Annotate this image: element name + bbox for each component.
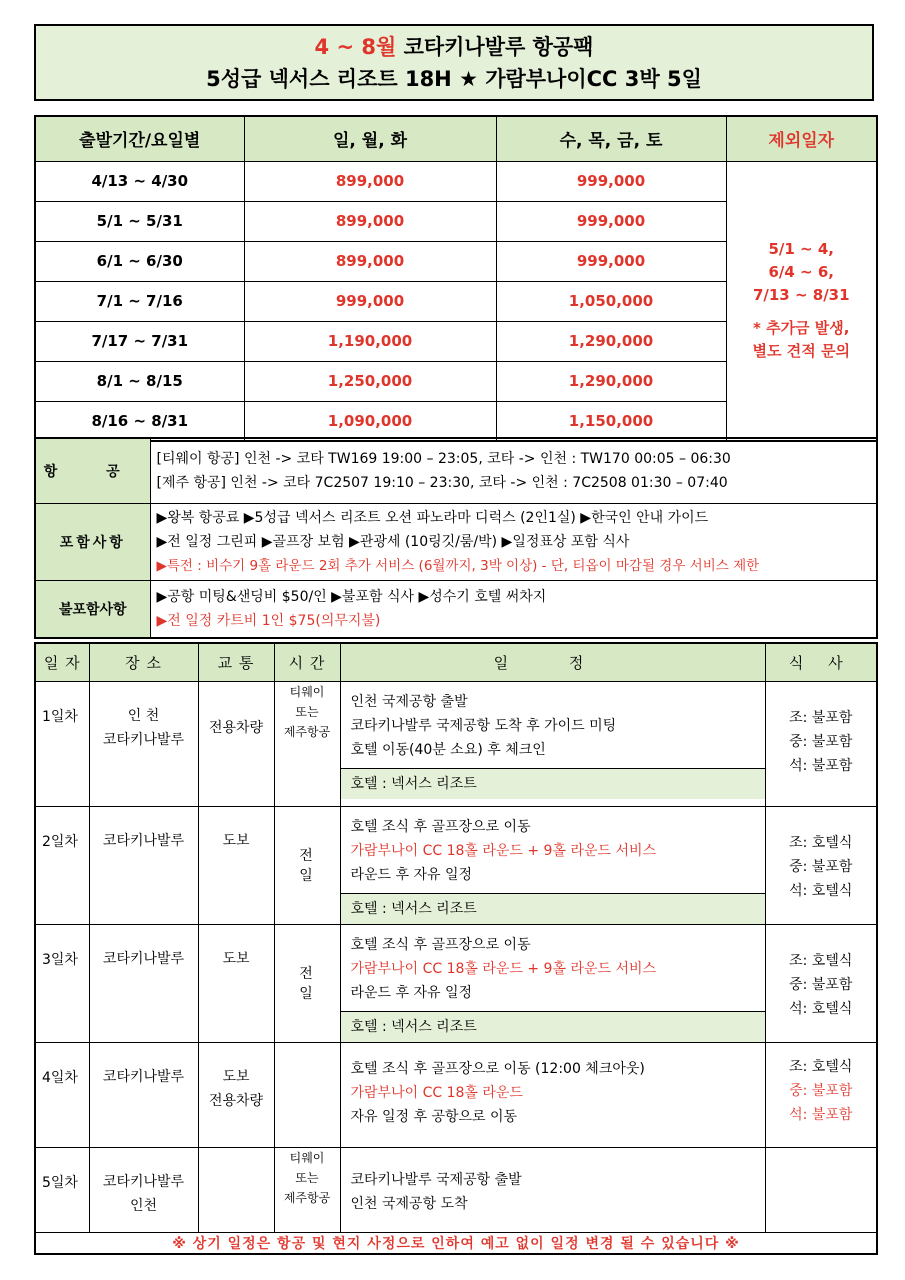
schedule-lines — [341, 1043, 765, 1135]
day-cell: 3일차 — [35, 924, 89, 1042]
meal-line: 중: 불포함 — [789, 976, 853, 993]
time-line: 또는 — [295, 1170, 319, 1185]
place-line: 코타키나발루 — [102, 1068, 185, 1085]
meal-line: 조: 호텔식 — [789, 952, 853, 969]
day-cell: 2일차 — [35, 806, 89, 924]
schedule-lines — [341, 1148, 765, 1222]
weekend-price: 1,150,000 — [496, 401, 726, 441]
itinerary-row — [35, 1147, 877, 1232]
itinerary-header-row — [35, 643, 877, 681]
exclude-info — [150, 580, 877, 638]
itinerary-table — [34, 642, 878, 1255]
itinerary-row — [35, 1042, 877, 1147]
weekend-price: 1,290,000 — [496, 321, 726, 361]
weekday-price: 1,090,000 — [244, 401, 496, 441]
schedule-cell — [340, 806, 765, 924]
meal-line: 중: 불포함 — [789, 1082, 853, 1099]
time-line: 제주항공 — [283, 1190, 331, 1205]
time-line: 제주항공 — [283, 724, 331, 739]
itinerary-row — [35, 806, 877, 924]
time-cell — [274, 924, 340, 1042]
schedule-line: 호텔 조식 후 골프장으로 이동 — [350, 936, 531, 953]
schedule-line: 가람부나이 CC 18홀 라운드 + 9홀 라운드 서비스 — [350, 842, 657, 859]
meal-line: 조: 호텔식 — [789, 834, 853, 851]
transport-cell — [198, 1042, 274, 1147]
transport-line: 전용차량 — [208, 719, 264, 736]
exclude-cart: ▶전 일정 카트비 1인 $75(의무지불) — [156, 612, 381, 629]
meals-cell — [765, 924, 877, 1042]
excluded-line: 6/4 ~ 6, — [768, 263, 834, 282]
period-cell: 8/16 ~ 8/31 — [35, 401, 244, 441]
schedule-line: 호텔 이동(40분 소요) 후 체크인 — [350, 741, 546, 758]
meal-line: 조: 호텔식 — [789, 1058, 853, 1075]
weekend-price: 1,050,000 — [496, 281, 726, 321]
itinerary-row — [35, 924, 877, 1042]
header-schedule: 일 정 — [340, 643, 765, 681]
meal-line: 중: 불포함 — [789, 733, 853, 750]
transport-line: 전용차량 — [208, 1092, 264, 1109]
time-line: 전 일 — [299, 848, 323, 884]
include-row — [35, 503, 877, 580]
period-cell: 8/1 ~ 8/15 — [35, 361, 244, 401]
weekday-price: 999,000 — [244, 281, 496, 321]
weekday-price: 899,000 — [244, 161, 496, 201]
price-header-row — [35, 116, 877, 161]
header-weekday: 일, 월, 화 — [244, 116, 496, 161]
transport-cell — [198, 681, 274, 806]
include-label: 포함사항 — [35, 503, 150, 580]
weekday-price: 899,000 — [244, 201, 496, 241]
schedule-lines — [341, 682, 765, 768]
weekday-price: 1,190,000 — [244, 321, 496, 361]
price-table — [34, 115, 878, 442]
itinerary-row — [35, 681, 877, 806]
header-place: 장 소 — [89, 643, 198, 681]
weekday-price: 899,000 — [244, 241, 496, 281]
place-cell — [89, 924, 198, 1042]
flight-info — [150, 438, 877, 503]
header-transport: 교 통 — [198, 643, 274, 681]
meal-line: 중: 불포함 — [789, 858, 853, 875]
itinerary-body — [35, 681, 877, 1232]
place-cell — [89, 1147, 198, 1232]
schedule-lines — [341, 925, 765, 1011]
time-line: 전 일 — [299, 966, 323, 1002]
meals-cell — [765, 681, 877, 806]
period-cell: 5/1 ~ 5/31 — [35, 201, 244, 241]
meal-line: 석: 호텔식 — [789, 1000, 853, 1017]
schedule-line: 코타키나발루 국제공항 출발 — [350, 1171, 522, 1188]
schedule-cell — [340, 1042, 765, 1147]
excluded-line: 7/13 ~ 8/31 — [752, 286, 850, 305]
title-line-1 — [315, 31, 594, 63]
price-row — [35, 161, 877, 201]
header-weekend: 수, 목, 금, 토 — [496, 116, 726, 161]
transport-cell — [198, 924, 274, 1042]
exclude-line-1: ▶공항 미팅&샌딩비 $50/인 ▶불포함 식사 ▶성수기 호텔 써차지 — [156, 588, 547, 605]
flight-line-jeju: [제주 항공] 인천 -> 코타 7C2507 19:10 – 23:30, 코타 -> 인천 : 7C2508 01:30 – 07:40 — [156, 474, 728, 491]
period-cell: 4/13 ~ 4/30 — [35, 161, 244, 201]
day-cell: 5일차 — [35, 1147, 89, 1232]
excluded-line: * 추가금 발생, — [753, 319, 850, 338]
place-line: 코타키나발루 — [102, 832, 185, 849]
include-line-2: ▶전 일정 그린피 ▶골프장 보험 ▶관광세 (10링깃/룸/박) ▶일정표상 포함 식사 — [156, 533, 630, 550]
notice: ※ 상기 일정은 항공 및 현지 사정으로 인하여 예고 없이 일정 변경 될 수 있습니다 ※ — [35, 1232, 877, 1254]
header-meals: 식 사 — [765, 643, 877, 681]
place-line: 인 천 — [127, 707, 160, 724]
schedule-line: 라운드 후 자유 일정 — [350, 984, 473, 1001]
schedule-line: 자유 일정 후 공항으로 이동 — [350, 1108, 518, 1125]
transport-cell — [198, 806, 274, 924]
period-cell: 7/17 ~ 7/31 — [35, 321, 244, 361]
meals-cell — [765, 806, 877, 924]
place-line: 코타키나발루 — [102, 1173, 185, 1190]
exclude-row — [35, 580, 877, 638]
flight-label: 항 공 — [35, 438, 150, 503]
header-time: 시 간 — [274, 643, 340, 681]
include-line-1: ▶왕복 항공료 ▶5성급 넥서스 리조트 오션 파노라마 디럭스 (2인1실) ▶한국인 안내 가이드 — [156, 509, 709, 526]
period-cell: 6/1 ~ 6/30 — [35, 241, 244, 281]
meal-line: 조: 불포함 — [789, 709, 853, 726]
price-body — [35, 161, 877, 441]
weekend-price: 999,000 — [496, 161, 726, 201]
hotel-line: 호텔 : 넥서스 리조트 — [341, 1011, 765, 1042]
title-product: 코타키나발루 항공팩 — [396, 34, 594, 59]
hotel-line: 호텔 : 넥서스 리조트 — [341, 768, 765, 799]
time-cell — [274, 681, 340, 806]
include-benefit: ▶특전 : 비수기 9홀 라운드 2회 추가 서비스 (6월까지, 3박 이상) - 단, 티옵이 마감될 경우 서비스 제한 — [156, 557, 760, 574]
period-cell: 7/1 ~ 7/16 — [35, 281, 244, 321]
place-cell — [89, 1042, 198, 1147]
place-line: 인천 — [129, 1197, 158, 1214]
place-line: 코타키나발루 — [102, 950, 185, 967]
weekday-price: 1,250,000 — [244, 361, 496, 401]
header-day: 일 자 — [35, 643, 89, 681]
title-line-2: 5성급 넥서스 리조트 18H ★ 가람부나이CC 3박 5일 — [206, 66, 702, 91]
meals-cell — [765, 1147, 877, 1232]
transport-line: 도보 — [222, 950, 250, 967]
title-box — [34, 24, 874, 101]
schedule-cell — [340, 681, 765, 806]
place-cell — [89, 681, 198, 806]
header-excluded: 제외일자 — [726, 116, 877, 161]
excluded-dates — [726, 161, 877, 441]
transport-line: 도보 — [222, 832, 250, 849]
schedule-cell — [340, 1147, 765, 1232]
weekend-price: 999,000 — [496, 201, 726, 241]
schedule-lines — [341, 807, 765, 893]
schedule-cell — [340, 924, 765, 1042]
flight-row — [35, 438, 877, 503]
day-cell: 1일차 — [35, 681, 89, 806]
schedule-line: 인천 국제공항 출발 — [350, 693, 468, 710]
schedule-line: 호텔 조식 후 골프장으로 이동 (12:00 체크아웃) — [350, 1060, 645, 1077]
schedule-line: 호텔 조식 후 골프장으로 이동 — [350, 818, 531, 835]
place-line: 코타키나발루 — [102, 731, 185, 748]
excluded-line: 5/1 ~ 4, — [768, 240, 834, 259]
schedule-line: 코타키나발루 국제공항 도착 후 가이드 미팅 — [350, 717, 617, 734]
title-months: 4 ~ 8월 — [314, 34, 397, 59]
weekend-price: 1,290,000 — [496, 361, 726, 401]
schedule-line: 가람부나이 CC 18홀 라운드 + 9홀 라운드 서비스 — [350, 960, 657, 977]
exclude-label: 불포함사항 — [35, 580, 150, 638]
time-line: 또는 — [295, 704, 319, 719]
time-line: 티웨이 — [289, 684, 325, 699]
flight-line-tway: [티웨이 항공] 인천 -> 코타 TW169 19:00 – 23:05, 코타 -> 인천 : TW170 00:05 – 06:30 — [156, 450, 731, 467]
place-cell — [89, 806, 198, 924]
include-info — [150, 503, 877, 580]
meals-cell — [765, 1042, 877, 1147]
transport-cell — [198, 1147, 274, 1232]
info-table — [34, 437, 878, 639]
time-cell — [274, 806, 340, 924]
time-cell — [274, 1042, 340, 1147]
hotel-line: 호텔 : 넥서스 리조트 — [341, 893, 765, 924]
notice-row — [35, 1232, 877, 1254]
excluded-line — [727, 307, 877, 317]
header-period: 출발기간/요일별 — [35, 116, 244, 161]
transport-line: 도보 — [222, 1068, 250, 1085]
schedule-line: 인천 국제공항 도착 — [350, 1195, 468, 1212]
meal-line: 석: 불포함 — [789, 757, 853, 774]
schedule-line: 라운드 후 자유 일정 — [350, 866, 473, 883]
time-line: 티웨이 — [289, 1150, 325, 1165]
weekend-price: 999,000 — [496, 241, 726, 281]
day-cell: 4일차 — [35, 1042, 89, 1147]
meal-line: 석: 호텔식 — [789, 882, 853, 899]
meal-line: 석: 불포함 — [789, 1106, 853, 1123]
excluded-line: 별도 견적 문의 — [752, 342, 850, 361]
schedule-line: 가람부나이 CC 18홀 라운드 — [350, 1084, 523, 1101]
time-cell — [274, 1147, 340, 1232]
